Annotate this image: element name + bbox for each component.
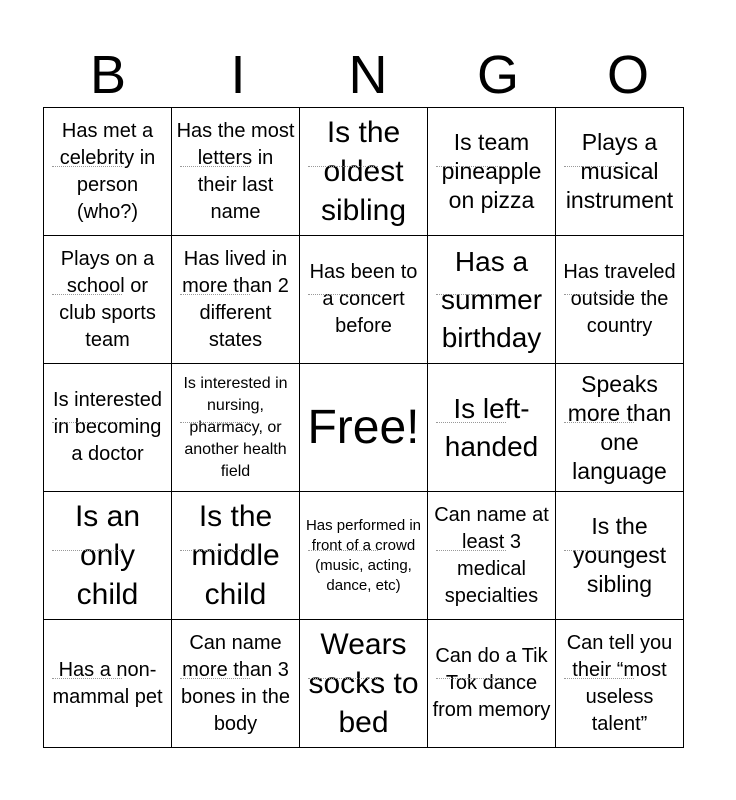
signature-line — [564, 422, 634, 426]
header-letter-i: I — [230, 45, 246, 105]
cell-label: Is team pineapple on pizza — [441, 129, 542, 213]
signature-line — [308, 678, 378, 682]
signature-line — [180, 422, 250, 426]
cell-label: Speaks more than one language — [567, 370, 672, 484]
bingo-cell-4-4[interactable] — [428, 492, 556, 620]
bingo-cell-5-5[interactable] — [556, 620, 684, 748]
cell-label: Wears socks to bed — [308, 628, 419, 739]
signature-line — [436, 550, 506, 554]
bingo-cell-2-3[interactable] — [300, 236, 428, 364]
cell-label: Can name more than 3 bones in the body — [181, 631, 290, 735]
bingo-cell-5-4[interactable] — [428, 620, 556, 748]
signature-line — [436, 678, 506, 682]
cell-label: Has been to a concert before — [309, 261, 418, 337]
cell-label: Plays a musical instrument — [565, 129, 674, 213]
cell-label: Has performed in front of a crowd (music, acting, dance, etc) — [305, 516, 422, 594]
signature-line — [180, 294, 250, 298]
cell-label: Has a summer birthday — [440, 245, 543, 353]
signature-line — [564, 678, 634, 682]
signature-line — [308, 550, 378, 554]
signature-line — [436, 166, 506, 170]
signature-line — [52, 422, 122, 426]
bingo-cell-1-4[interactable] — [428, 108, 556, 236]
bingo-cell-1-1[interactable] — [44, 108, 172, 236]
cell-label: Is an only child — [74, 500, 141, 611]
signature-line — [180, 550, 250, 554]
signature-line — [52, 294, 122, 298]
bingo-cell-4-3[interactable] — [300, 492, 428, 620]
signature-line — [436, 294, 506, 298]
cell-label: Is the oldest sibling — [320, 116, 407, 227]
cell-label: Has lived in more than 2 different states — [182, 247, 289, 351]
board-row-4 — [44, 492, 684, 620]
signature-line — [564, 550, 634, 554]
signature-line — [180, 166, 250, 170]
bingo-cell-4-1[interactable] — [44, 492, 172, 620]
cell-label: Is the youngest sibling — [572, 513, 667, 597]
cell-label: Is interested in becoming a doctor — [53, 389, 162, 465]
board-row-1 — [44, 108, 684, 236]
cell-label: Has the most letters in their last name — [176, 119, 295, 223]
header-letter-g: G — [476, 45, 519, 105]
signature-line — [52, 166, 122, 170]
bingo-cell-1-2[interactable] — [172, 108, 300, 236]
bingo-board — [43, 107, 684, 748]
bingo-cell-5-1[interactable] — [44, 620, 172, 748]
bingo-cell-2-1[interactable] — [44, 236, 172, 364]
signature-line — [564, 294, 634, 298]
bingo-cell-3-1[interactable] — [44, 364, 172, 492]
bingo-cell-4-2[interactable] — [172, 492, 300, 620]
signature-line — [308, 166, 378, 170]
signature-line — [52, 550, 122, 554]
bingo-cell-2-4[interactable] — [428, 236, 556, 364]
signature-line — [52, 678, 122, 682]
board-row-5 — [44, 620, 684, 748]
cell-label: Plays on a school or club sports team — [59, 247, 156, 351]
header-letter-b: B — [89, 45, 127, 105]
bingo-cell-3-5[interactable] — [556, 364, 684, 492]
bingo-cell-2-2[interactable] — [172, 236, 300, 364]
bingo-cell-1-3[interactable] — [300, 108, 428, 236]
bingo-cell-free-space[interactable] — [300, 364, 428, 492]
signature-line — [180, 678, 250, 682]
cell-label: Is interested in nursing, pharmacy, or another health field — [183, 374, 288, 480]
board-row-2 — [44, 236, 684, 364]
header-letter-o: O — [606, 45, 649, 105]
cell-label: Is the middle child — [191, 500, 280, 611]
bingo-cell-5-3[interactable] — [300, 620, 428, 748]
header-letter-n: N — [348, 45, 388, 105]
bingo-cell-5-2[interactable] — [172, 620, 300, 748]
signature-line — [308, 294, 378, 298]
bingo-cell-3-2[interactable] — [172, 364, 300, 492]
bingo-cell-3-4[interactable] — [428, 364, 556, 492]
cell-label: Can tell you their “most useless talent” — [566, 631, 673, 735]
signature-line — [564, 166, 634, 170]
cell-label: Can do a Tik Tok dance from memory — [432, 645, 551, 721]
cell-label: Is left-handed — [444, 392, 539, 462]
cell-label: Has met a celebrity in person (who?) — [59, 119, 156, 223]
signature-line — [436, 422, 506, 426]
bingo-cell-2-5[interactable] — [556, 236, 684, 364]
cell-label: Has a non-mammal pet — [52, 658, 163, 708]
bingo-cell-4-5[interactable] — [556, 492, 684, 620]
cell-label: Has traveled outside the country — [563, 261, 676, 337]
cell-label: Can name at least 3 medical specialties — [434, 503, 549, 607]
board-row-3 — [44, 364, 684, 492]
bingo-header — [43, 44, 693, 106]
free-space-label: Free! — [307, 400, 420, 454]
bingo-cell-1-5[interactable] — [556, 108, 684, 236]
